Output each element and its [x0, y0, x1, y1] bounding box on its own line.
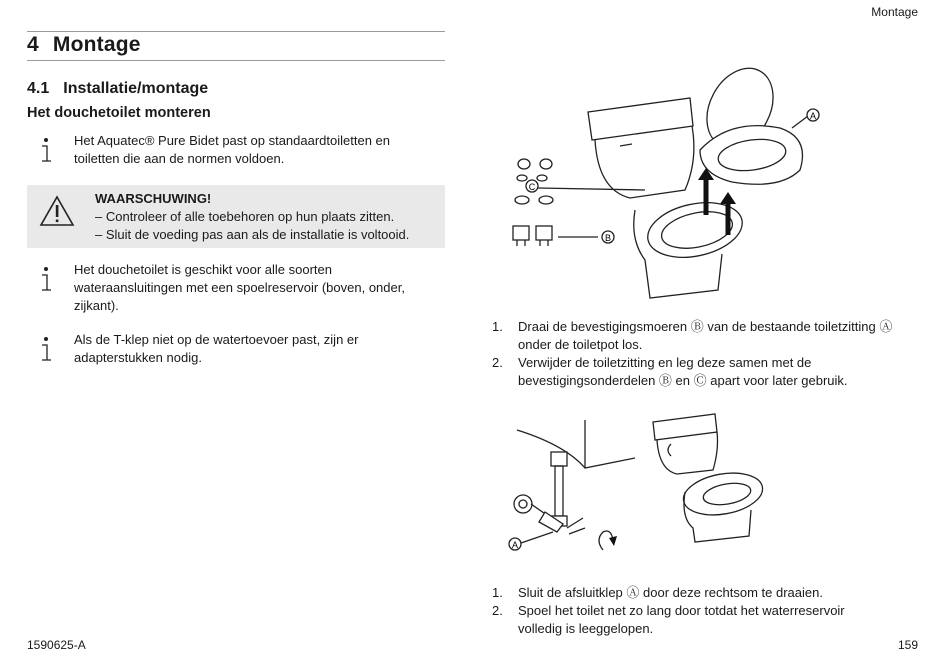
step-text-cont: bevestigingsonderdelen Ⓑ en Ⓒ apart voor later gebruik. [518, 373, 848, 388]
step-1a-cont [492, 336, 922, 354]
section-title-text: Installatie/montage [63, 80, 209, 97]
step-2b [492, 602, 922, 620]
bowl-rim [643, 195, 748, 266]
step-2b-cont [492, 620, 922, 638]
step-1a [492, 318, 922, 336]
figure-shutoff-valve [505, 400, 780, 560]
subsection-title: Het douchetoilet monteren [27, 105, 211, 121]
step-text: Verwijder de toiletzitting en leg deze samen met de [518, 355, 812, 370]
note-1 [74, 132, 434, 168]
warning-title: WAARSCHUWING! [95, 191, 212, 206]
step-number: 2. [492, 603, 503, 618]
chapter-title-text: Montage [52, 33, 141, 56]
note-3 [74, 331, 434, 367]
tank-lid [588, 98, 693, 140]
step-number: 2. [492, 355, 503, 370]
note-2-line-3: zijkant). [74, 298, 119, 313]
callout-a-label: A [809, 111, 817, 121]
note-3-line-1: Als de T-klep niet op de watertoevoer past, zijn er [74, 332, 359, 347]
note-3-line-2: adapterstukken nodig. [74, 350, 202, 365]
step-2a [492, 584, 922, 602]
note-2-line-2: wateraansluitingen met een spoelreservoir (boven, onder, [74, 280, 405, 295]
chapter-number: 4 [27, 33, 39, 56]
warning-line-1: – Controleer of alle toebehoren op hun plaats zitten. [95, 209, 395, 224]
note-1-line-1: Het Aquatec® Pure Bidet past op standaardtoiletten en [74, 133, 391, 148]
document-number: 1590625-A [27, 638, 86, 652]
section-title [27, 80, 208, 98]
callout-a-label: A [511, 540, 519, 550]
callout-b-label: B [604, 233, 612, 243]
step-text-cont: onder de toiletpot los. [518, 337, 643, 352]
warning-box [27, 185, 445, 248]
note-2 [74, 261, 434, 315]
note-1-line-2: toiletten die aan de normen voldoen. [74, 151, 285, 166]
warning-triangle-icon [39, 195, 75, 227]
figure-toilet-seat-removal [500, 40, 830, 305]
running-header: Montage [871, 5, 918, 19]
step-text: Spoel het toilet net zo lang door totdat het waterreservoir [518, 603, 845, 618]
chapter-rule-top [27, 31, 445, 32]
chapter-rule-bottom [27, 60, 445, 61]
step-text: Draai de bevestigingsmoeren Ⓑ van de bestaande toiletzitting Ⓐ [518, 319, 893, 334]
chapter-title [27, 33, 141, 57]
step-number: 1. [492, 319, 503, 334]
step-text-cont: volledig is leeggelopen. [518, 621, 654, 636]
section-number: 4.1 [27, 80, 50, 97]
step-text: Sluit de afsluitklep Ⓐ door deze rechtsom te draaien. [518, 585, 823, 600]
step-1b-cont [492, 372, 922, 390]
warning-line-2: – Sluit de voeding pas aan als de installatie is voltooid. [95, 227, 410, 242]
step-number: 1. [492, 585, 503, 600]
callout-c-label: C [528, 182, 536, 192]
info-icon [38, 266, 54, 294]
step-1b [492, 354, 922, 372]
page-number: 159 [897, 638, 918, 652]
info-icon [38, 137, 54, 165]
note-2-line-1: Het douchetoilet is geschikt voor alle soorten [74, 262, 332, 277]
info-icon [38, 336, 54, 364]
